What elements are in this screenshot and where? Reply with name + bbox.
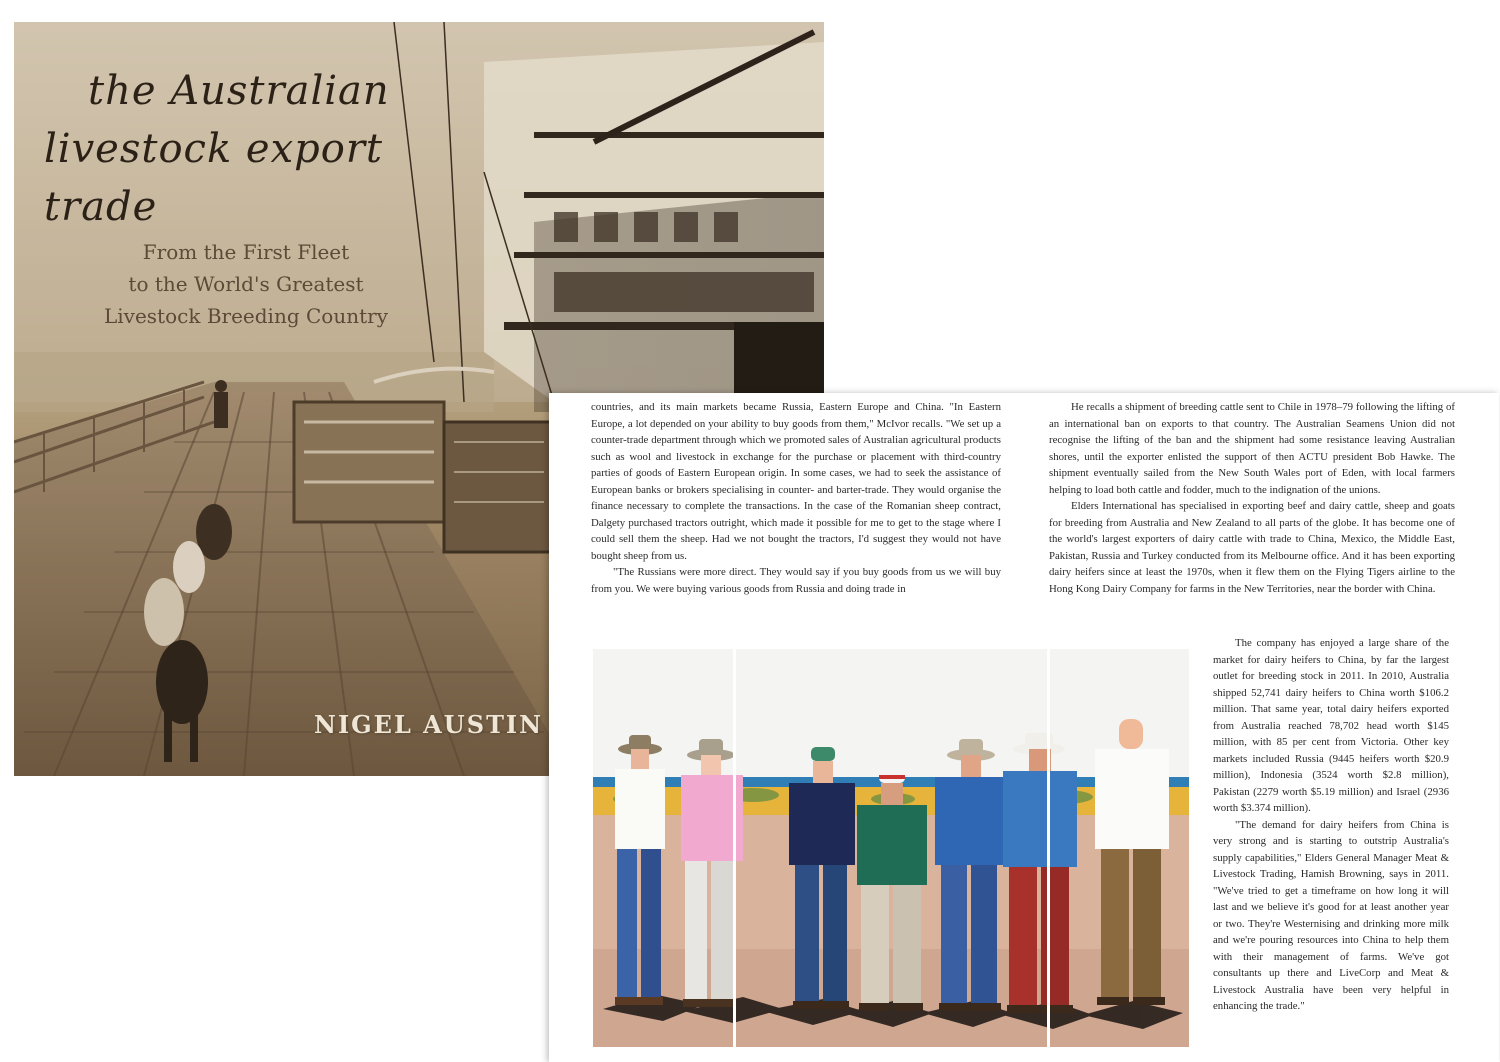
- text-column-narrow: [1213, 635, 1449, 1015]
- cover-subtitle-line: to the World's Greatest: [128, 272, 364, 296]
- painting-stockmen-triptych: [593, 649, 1189, 1047]
- cover-subtitle-line: Livestock Breeding Country: [103, 304, 388, 328]
- cover-title: [44, 62, 474, 236]
- painting-image: [593, 649, 1189, 1047]
- cover-subtitle-line: From the First Fleet: [142, 240, 350, 264]
- body-paragraph: Elders International has specialised in exporting beef and dairy cattle, sheep and goats for breeding from Australia and New Zealand to all parts of the globe. It has become one of the world's largest exporters of dairy cattle with trade to China, Mexico, the Middle East, Pakistan, Russia and Turkey conducted from its Melbourne office. And it has been exporting dairy heifers since at least the 1970s, when it flew them on the Flying Tigers airline to the Hong Kong Dairy Company for farms in the New Territories, near the border with China.: [1049, 500, 1455, 595]
- text-column-left: [591, 399, 1001, 597]
- body-paragraph: The company has enjoyed a large share of the market for dairy heifers to China, by far the largest outlet for breeding stock in 2011. In 2010, Australia shipped 52,741 dairy heifers to China worth $106.2 million. That same year, total dairy heifers exported from Australia reached 78,702 head worth $145 million, with 85 per cent from Victoria. Other key markets included Russia (9445 heifers worth $20.9 million), Indonesia (3524 worth $2.8 million), Pakistan (2279 worth $5.19 million) and Israel (2936 worth $3.374 million).: [1213, 637, 1449, 814]
- interior-page: [549, 393, 1499, 1062]
- text-column-right: [1049, 399, 1455, 597]
- stockman-figure: [935, 739, 1007, 1011]
- body-paragraph: countries, and its main markets became Russia, Eastern Europe and China. "In Eastern Europe, a lot depended on your ability to buy goods from them," McIvor recalls. "We set up a counter-trade department through which we promoted sales of Australian agricultural products such as wool and livestock in exchange for the purchase or placement with third-country parties of goods of Eastern European origin. In some cases, we had to seek the assistance of European banks or brokers specialising in counter- and barter-trade. They would organise the finance necessary to complete the transactions. In the case of the Romanian sheep contract, Dalgety purchased tractors outright, which made it possible for me to get to the stage where I could sell them the sheep. Had we not bought the tractors, I'd suggest they would not have bought sheep from us.: [591, 401, 1001, 562]
- body-paragraph: "The Russians were more direct. They would say if you buy goods from us we will buy from you. We were buying various goods from Russia and doing trade in: [591, 566, 1001, 595]
- body-paragraph: "The demand for dairy heifers from China is very strong and is starting to outstrip Australia's supply capabilities," Elders General Manager Meat & Livestock Trading, Hamish Browning, says in 2011. "We've tried to get a timeframe on how long it will last and we believe it's good for at least another year or two. They're Westernising and drinking more milk and we're pouring resources into China to help them with their management of farms. We've got consultants up there and LiveCorp and Meat & Livestock Australia have been very helpful in enhancing the trade.": [1213, 818, 1449, 1012]
- body-paragraph: He recalls a shipment of breeding cattle sent to Chile in 1978–79 following the lifting of an international ban on exports to that country. The Australian Seamens Union did not recognise the lifting of the ban and the shipment had some resistance leaving Australian shores, until the exporter enlisted the support of then ACTU president Bob Hawke. The shipment eventually sailed from the New South Wales port of Eden, with local farmers helping to load both cattle and fodder, much to the indignation of the unions.: [1049, 401, 1455, 496]
- cover-subtitle: [76, 236, 416, 332]
- cover-title-line-2: livestock export trade: [44, 126, 384, 230]
- cover-author: NIGEL AUSTIN: [314, 710, 544, 739]
- cover-title-line-1: the Australian: [88, 68, 390, 114]
